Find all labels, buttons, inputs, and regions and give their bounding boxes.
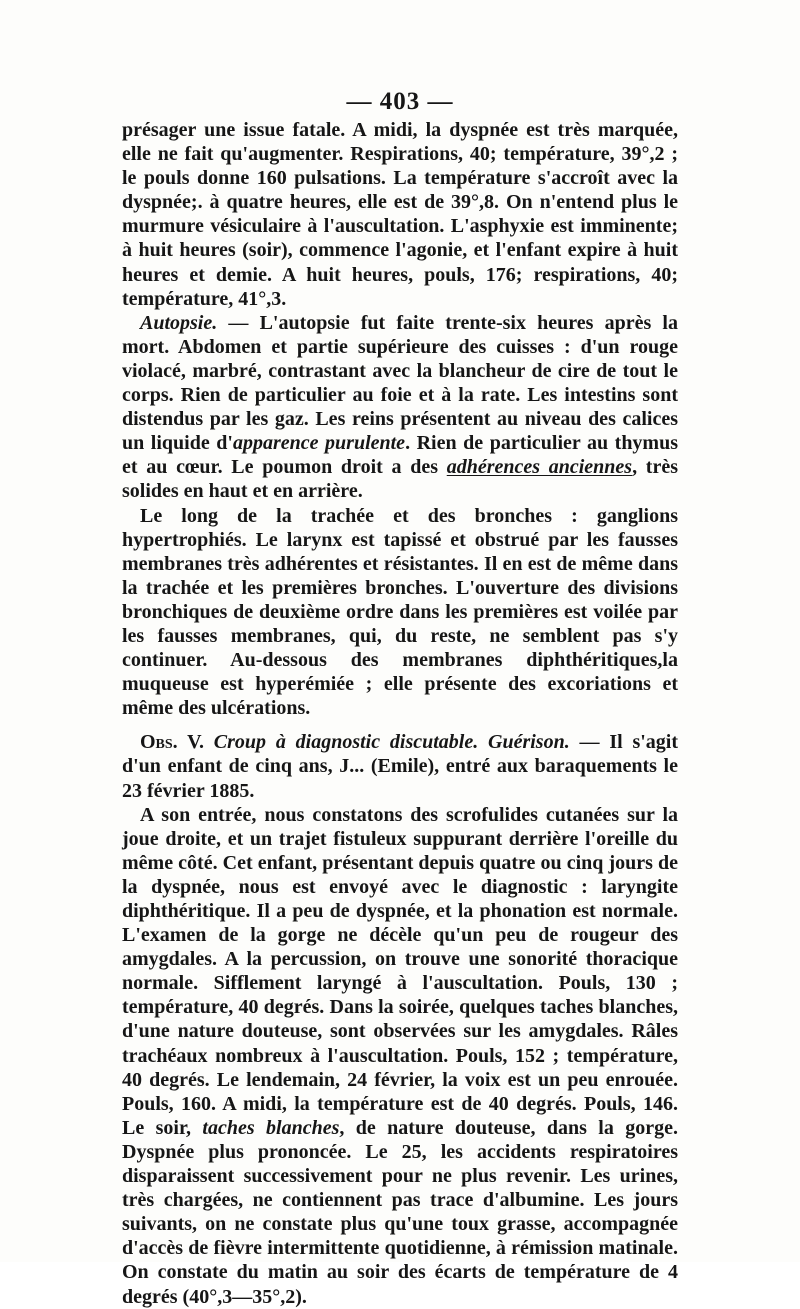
observation-intro: — Il s'agit d'un enfant de cinq ans, J... (Emile), entré aux baraquements le 23 février 1885. <box>122 731 679 802</box>
autopsie-emphasis-1: apparence purulente <box>232 432 406 455</box>
observation-emphasis: taches blanches <box>202 1116 340 1139</box>
autopsie-text-3: , très solides en haut et en arrière. <box>122 456 679 503</box>
observation-text-1: A son entrée, nous constatons des scrofulides cutanées sur la joue droite, et un trajet fistuleux suppurant derrière l'oreille du même côté. Cet enfant, présentant depuis quatre ou cinq jours de la dyspnée, nous est envoyé avec le diagnostic : laryngite diphthéritique. Il a peu de dyspnée, et la phonation est normale. L'examen de la gorge ne décèle qu'un peu de rougeur des amygdales. A la percussion, on trouve une sonorité thoracique normale. Sifflement laryngé à l'auscultation. Pouls, 130 ; température, 40 degrés. Dans la soirée, quelques taches blanches, d'une nature douteuse, sont observées sur les amygdales. Râles trachéaux nombreux à l'auscultation. Pouls, 152 ; température, 40 degrés. Le lendemain, 24 février, la voix est un peu enrouée. Pouls, 160. A midi, la température est de 40 degrés. Pouls, 146. Le soir, <box>122 803 678 1139</box>
observation-title: Croup à diagnostic discutable. Guérison. <box>213 731 570 754</box>
observation-text-2: , de nature douteuse, dans la gorge. Dyspnée plus prononcée. Le 25, les accidents respiratoires disparaissent successivement pour ne plus revenir. Les urines, très chargées, ne contiennent pas trace d'albumine. Les jours suivants, on ne constate plus qu'une toux grasse, accompagnée d'accès de fièvre intermittente quotidienne, à rémission matinale. On constate du matin au soir des écarts de température de 4 degrés (40°,3—35°,2). <box>122 1116 678 1308</box>
autopsie-text-1: — L'autopsie fut faite trente-six heures après la mort. Abdomen et partie supérieure des cuisses : d'un rouge violacé, marbré, contrastant avec la blancheur de cire de tout le corps. Rien de particulier au foie et à la rate. Les intestins sont distendus par les gaz. Les reins présentent au niveau des calices un liquide d' <box>122 311 678 455</box>
paragraph-autopsie <box>122 311 678 504</box>
paragraph-1: présager une issue fatale. A midi, la dyspnée est très marquée, elle ne fait qu'augmenter. Respirations, 40; température, 39°,2 ; le pouls donne 160 pulsations. La température s'accroît avec la dyspnée;. à quatre heures, elle est de 39°,8. On n'entend plus le murmure vésiculaire à l'auscultation. L'asphyxie est imminente; à huit heures (soir), commence l'agonie, et l'enfant expire à huit heures et demie. A huit heures, pouls, 176; respirations, 40; température, 41°,3. <box>122 119 678 310</box>
paragraph-observation-heading <box>122 730 678 802</box>
autopsie-label: Autopsie. <box>140 311 218 334</box>
body-text <box>122 118 678 1309</box>
autopsie-text-2: . Rien de particulier au thymus et au cœur. Le poumon droit a des <box>122 432 679 479</box>
observation-number: Obs. V. <box>140 731 204 754</box>
page-number: — 403 — <box>346 88 454 115</box>
paragraph-observation-body <box>122 803 678 1309</box>
paragraph-trachee: Le long de la trachée et des bronches : ganglions hypertrophiés. Le larynx est tapissé et obstrué par les fausses membranes très adhérentes et résistantes. Il en est de même dans la trachée et les premières bronches. L'ouverture des divisions bronchiques de deuxième ordre dans les premières est voilée par les fausses membranes, qui, du reste, ne semblent pas s'y continuer. Au-dessous des membranes diphthéritiques,la muqueuse est hyperémiée ; elle présente des excoriations et même des ulcérations. <box>122 504 678 720</box>
autopsie-emphasis-2: adhérences anciennes <box>446 456 633 479</box>
